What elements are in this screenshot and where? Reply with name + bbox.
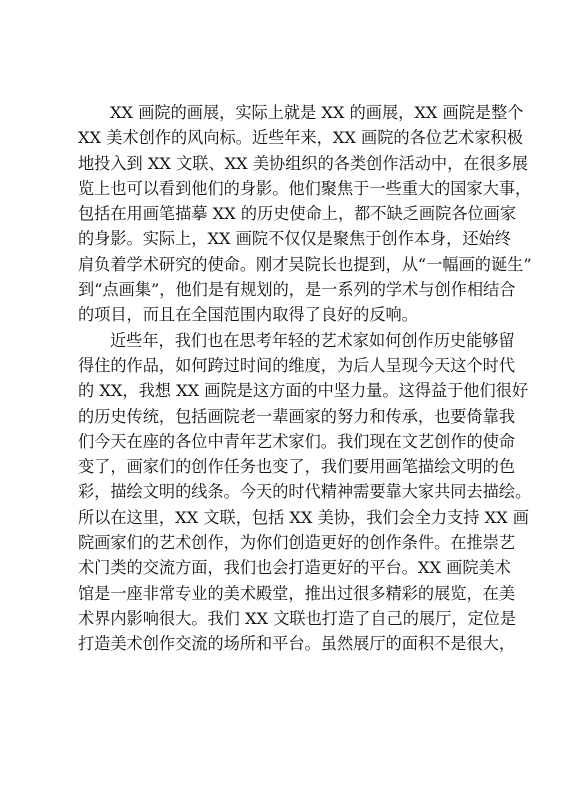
text-line: 的项目，而且在全国范围内取得了良好的反响。 [78, 305, 418, 325]
text-line: 彩，描绘文明的线条。今天的时代精神需要靠大家共同去描绘。 [78, 482, 532, 502]
text-line: 近些年，我们也在思考年轻的艺术家如何创作历史能够留 [110, 330, 515, 350]
text-line: 到“点画集”，他们是有规划的，是一系列的学术与创作相结合 [78, 280, 516, 300]
text-line: 们今天在座的各位中青年艺术家们。我们现在文艺创作的使命 [78, 431, 516, 451]
text-line: 变了，画家们的创作任务也变了，我们要用画笔描绘文明的色 [78, 457, 516, 477]
text-line: 包括在用画笔描摹 XX 的历史使命上，都不缺乏画院各位画家 [78, 204, 517, 224]
text-line: 地投入到 XX 文联、XX 美协组织的各类创作活动中，在很多展 [78, 153, 529, 173]
text-line: 院画家们的艺术创作，为你们创造更好的创作条件。在推崇艺 [78, 533, 516, 553]
text-line: 肩负着学术研究的使命。刚才吴院长也提到，从“一幅画的诞生” [78, 254, 532, 274]
body-text [78, 100, 532, 657]
text-line: 览上也可以看到他们的身影。他们聚焦于一些重大的国家大事， [78, 178, 532, 198]
text-line: 的历史传统，包括画院老一辈画家的努力和传承，也要倚靠我 [78, 406, 516, 426]
text-line: 馆是一座非常专业的美术殿堂，推出过很多精彩的展览，在美 [78, 583, 516, 603]
text-line: 所以在这里，XX 文联，包括 XX 美协，我们会全力支持 XX 画 [78, 507, 529, 527]
text-line: 打造美术创作交流的场所和平台。虽然展厅的面积不是很大， [78, 634, 516, 654]
text-line: 术门类的交流方面，我们也会打造更好的平台。XX 画院美术 [78, 558, 511, 578]
paragraph-1 [78, 100, 532, 328]
text-line: 的身影。实际上，XX 画院不仅仅是聚焦于创作本身，还始终 [78, 229, 511, 249]
text-line: XX 画院的画展，实际上就是 XX 的画展，XX 画院是整个 [110, 103, 524, 122]
text-line: 术界内影响很大。我们 XX 文联也打造了自己的展厅，定位是 [78, 608, 517, 628]
text-line: XX 美术创作的风向标。近些年来，XX 画院的各位艺术家积极 [78, 128, 523, 148]
text-line: 得住的作品，如何跨过时间的维度，为后人呈现今天这个时代 [78, 355, 516, 375]
paragraph-2 [78, 328, 532, 657]
text-line: 的 XX，我想 XX 画院是这方面的中坚力量。这得益于他们很好 [78, 381, 529, 401]
